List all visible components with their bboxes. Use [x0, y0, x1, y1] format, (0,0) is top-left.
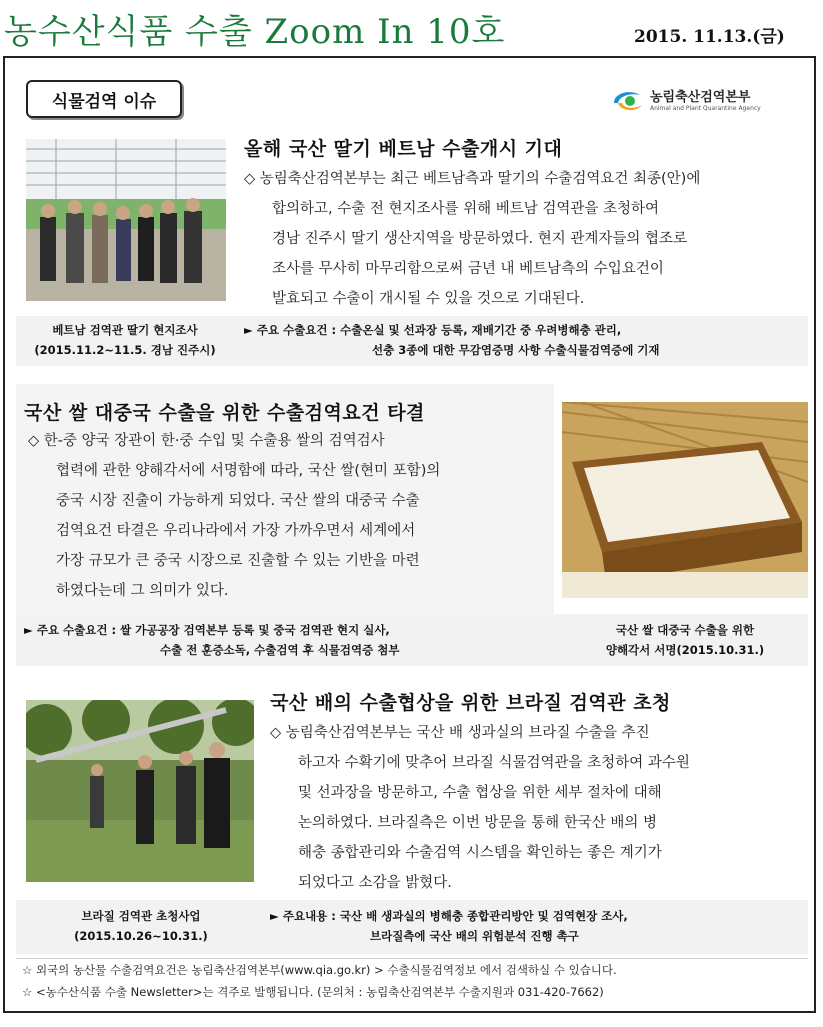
requirement-line: ► 주요 수출요건 : 쌀 가공공장 검역본부 등록 및 중국 검역관 현지 실사,	[24, 623, 390, 637]
section-1-line: 조사를 무사히 마무리함으로써 금년 내 베트남측의 수입요건이	[272, 261, 664, 277]
issue-date: 2015. 11.13.(금)	[634, 27, 785, 47]
section-1-line: 경남 진주시 딸기 생산지역을 방문하였다. 현지 관계자들의 협조로	[272, 231, 688, 247]
section-3-line: 되었다고 소감을 밝혔다.	[298, 875, 452, 891]
caption-line: 베트남 검역관 딸기 현지조사	[52, 323, 198, 337]
section-3-line: 하고자 수확기에 맞추어 브라질 식물검역관을 초청하여 과수원	[298, 755, 690, 771]
requirement-line: ► 주요내용 : 국산 배 생과실의 병해충 종합관리방안 및 검역현장 조사,	[270, 909, 628, 923]
section-2-line: ◇ 한-중 양국 장관이 한·중 수입 및 수출용 쌀의 검역검사	[28, 433, 385, 449]
requirement-line: 브라질측에 국산 배의 위험분석 진행 촉구	[370, 929, 579, 943]
section-2-line: 중국 시장 진출이 가능하게 되었다. 국산 쌀의 대중국 수출	[56, 493, 420, 509]
section-2-line: 하였다는데 그 의미가 있다.	[56, 583, 229, 599]
caption-line: 양해각서 서명(2015.10.31.)	[605, 643, 765, 657]
section-2-body	[28, 426, 558, 606]
section-1-line: 합의하고, 수출 전 현지조사를 위해 베트남 검역관을 초청하여	[272, 201, 660, 217]
footer-note-1: ☆ 외국의 농산물 수출검역요건은 농림축산검역본부(www.qia.go.kr) > 수출식물검역정보 에서 검색하실 수 있습니다.	[22, 963, 617, 977]
logo-name-ko: 농림축산검역본부	[650, 89, 751, 105]
section-2-line: 가장 규모가 큰 중국 시장으로 진출할 수 있는 기반을 마련	[56, 553, 420, 569]
section-1-title: 올해 국산 딸기 베트남 수출개시 기대	[244, 138, 563, 160]
caption-line: (2015.11.2~11.5. 경남 진주시)	[34, 343, 216, 357]
caption-line: 국산 쌀 대중국 수출을 위한	[615, 623, 755, 637]
qia-logo-icon	[610, 87, 646, 115]
caption-line: (2015.10.26~10.31.)	[74, 929, 208, 943]
section-1-requirements	[244, 320, 660, 360]
section-2-photo-caption	[572, 620, 798, 660]
section-1-line: ◇ 농림축산검역본부는 최근 베트남측과 딸기의 수출검역요건 최종(안)에	[244, 171, 701, 187]
section-1-photo-caption	[20, 320, 230, 360]
footer-note-2: ☆ <농수산식품 수출 Newsletter>는 격주로 발행됩니다. (문의처 : 농림축산검역본부 수출지원과 031-420-7662)	[22, 985, 604, 999]
section-3-photo-caption	[26, 906, 256, 946]
section-3-body	[270, 718, 810, 898]
section-3-line: 논의하였다. 브라질측은 이번 방문을 통해 한국산 배의 병	[298, 815, 658, 831]
section-2-title: 국산 쌀 대중국 수출을 위한 수출검역요건 타결	[24, 402, 425, 424]
qia-logo	[610, 84, 800, 118]
section-3-line: ◇ 농림축산검역본부는 국산 배 생과실의 브라질 수출을 추진	[270, 725, 650, 741]
section-3-line: 및 선과장을 방문하고, 수출 협상을 위한 세부 절차에 대해	[298, 785, 662, 801]
section-3-title: 국산 배의 수출협상을 위한 브라질 검역관 초청	[270, 692, 671, 714]
footer-divider	[16, 958, 808, 959]
section-2-requirements	[24, 620, 399, 660]
section-1-line: 발효되고 수출이 개시될 수 있을 것으로 기대된다.	[272, 291, 585, 307]
logo-name-en: Animal and Plant Quarantine Agency	[650, 104, 761, 112]
requirement-line: 선충 3종에 대한 무감염증명 사항 수출식물검역증에 기재	[372, 343, 660, 357]
requirement-line: 수출 전 훈증소독, 수출검역 후 식물검역증 첨부	[160, 643, 400, 657]
section-2-line: 협력에 관한 양해각서에 서명함에 따라, 국산 쌀(현미 포함)의	[56, 463, 441, 479]
caption-line: 브라질 검역관 초청사업	[81, 909, 201, 923]
issue-tag: 식물검역 이슈	[26, 80, 182, 118]
section-2-line: 검역요건 타결은 우리나라에서 가장 가까우면서 세계에서	[56, 523, 416, 539]
section-3-line: 해충 종합관리와 수출검역 시스템을 확인하는 좋은 계기가	[298, 845, 662, 861]
pear-orchard-inspection-photo	[26, 700, 254, 882]
newsletter-title: 농수산식품 수출 Zoom In 10호	[4, 12, 506, 52]
section-3-requirements	[270, 906, 628, 946]
section-1-body	[244, 164, 804, 314]
requirement-line: ► 주요 수출요건 : 수출온실 및 선과장 등록, 재배기간 중 우려병해충 관리,	[244, 323, 622, 337]
rice-in-wooden-box-photo	[562, 402, 808, 598]
strawberry-greenhouse-photo	[26, 139, 226, 301]
